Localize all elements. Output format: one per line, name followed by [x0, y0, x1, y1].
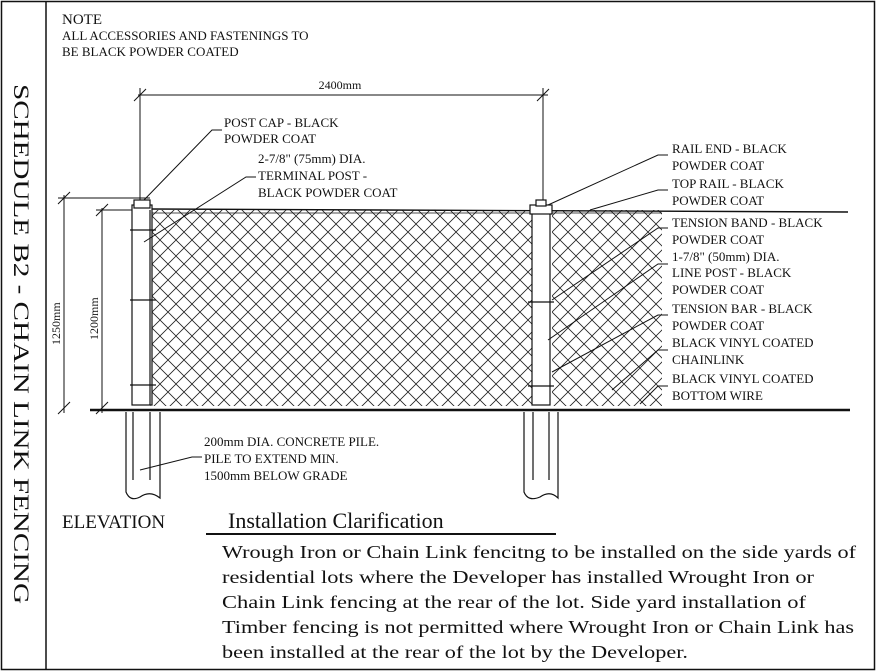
callout-line: POWDER COAT	[672, 282, 765, 297]
concrete-pile-left	[126, 412, 160, 499]
callout-line: 1500mm BELOW GRADE	[204, 468, 348, 483]
callout-line: 2-7/8" (75mm) DIA.	[258, 151, 366, 166]
callout-line: LINE POST - BLACK	[672, 265, 792, 280]
callout-line: POWDER COAT	[224, 131, 317, 146]
callout-line: 1-7/8" (50mm) DIA.	[672, 249, 780, 264]
callout-line: POWDER COAT	[672, 158, 765, 173]
installation-text-line: Timber fencing is not permitted where Wrought Iron or Chain Link has	[222, 617, 855, 637]
installation-text-line: residential lots where the Developer has installed Wrought Iron or	[222, 567, 815, 587]
callout-line: TERMINAL POST -	[258, 168, 368, 183]
callout-line: BLACK VINYL COATED	[672, 335, 814, 350]
width-dimension	[134, 88, 549, 200]
mesh-height-label: 1200mm	[87, 297, 101, 340]
overall-height-label: 1250mm	[49, 302, 63, 345]
callout-line: 200mm DIA. CONCRETE PILE.	[204, 434, 380, 449]
callout-line: PILE TO EXTEND MIN.	[204, 451, 339, 466]
callout-line: POWDER COAT	[672, 318, 765, 333]
terminal-post	[130, 200, 156, 405]
concrete-pile-right	[524, 412, 558, 499]
chainlink-mesh-left	[150, 210, 532, 406]
installation-heading: Installation Clarification	[228, 508, 444, 533]
width-dimension-label: 2400mm	[318, 78, 362, 92]
side-title: SCHEDULE B2 - CHAIN LINK FENCING	[9, 84, 34, 477]
installation-text-line: been installed at the rear of the lot by the Developer.	[222, 642, 688, 662]
callout-line: POWDER COAT	[672, 193, 765, 208]
pile-callout	[140, 434, 379, 483]
note-line: ALL ACCESSORIES AND FASTENINGS TO	[62, 28, 309, 43]
callout-line: BLACK POWDER COAT	[258, 185, 398, 200]
callout-line: POST CAP - BLACK	[224, 115, 339, 130]
callout-line: RAIL END - BLACK	[672, 141, 787, 156]
callout-line: POWDER COAT	[672, 232, 765, 247]
callout-line: BOTTOM WIRE	[672, 388, 763, 403]
installation-text-line: Wrough Iron or Chain Link fencitng to be installed on the side yards of	[222, 542, 857, 562]
elevation-label: ELEVATION	[62, 512, 166, 533]
installation-text-line: Chain Link fencing at the rear of the lot. Side yard installation of	[222, 592, 807, 612]
callout-line: TENSION BAR - BLACK	[672, 301, 813, 316]
callout-line: CHAINLINK	[672, 352, 745, 367]
callout-line: TOP RAIL - BLACK	[672, 176, 784, 191]
top-rail-callout	[590, 176, 784, 210]
line-post	[528, 200, 554, 405]
note-line: BE BLACK POWDER COATED	[62, 44, 239, 59]
note-block	[62, 12, 309, 59]
callout-line: BLACK VINYL COATED	[672, 371, 814, 386]
bottom-wire-callout	[640, 371, 814, 404]
note-heading: NOTE	[62, 12, 102, 28]
chainlink-mesh-right	[552, 210, 662, 406]
callout-line: TENSION BAND - BLACK	[672, 215, 823, 230]
